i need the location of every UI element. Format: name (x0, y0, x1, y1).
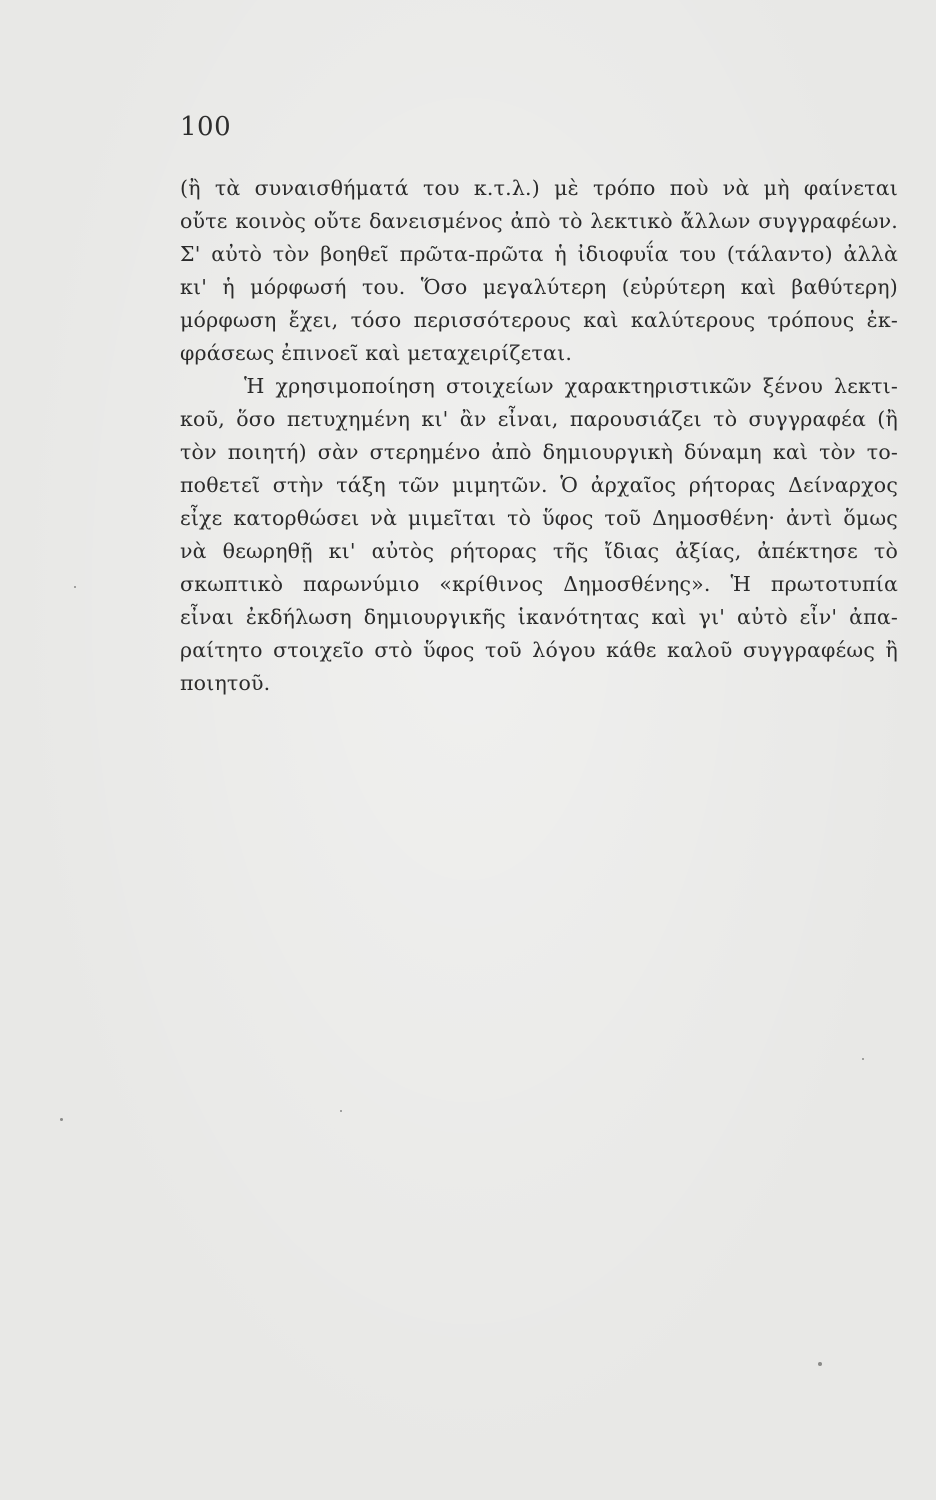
scan-speck (818, 1362, 822, 1366)
scan-speck (862, 1058, 864, 1060)
text-line: ραίτητο στοιχεῖο στὸ ὕφος τοῦ λόγου κάθε καλοῦ συγγραφέως ἢ (180, 638, 898, 662)
text-line: εἶναι ἐκδήλωση δημιουργικῆς ἱκανότητας καὶ γι' αὐτὸ εἶν' ἀπα- (180, 605, 898, 629)
text-line: εἶχε κατορθώσει νὰ μιμεῖται τὸ ὕφος τοῦ Δημοσθένη· ἀντὶ ὅμως (180, 506, 898, 530)
text-line: σκωπτικὸ παρωνύμιο «κρίθινος Δημοσθένης». Ἡ πρωτοτυπία (180, 572, 898, 596)
text-line: μόρφωση ἔχει, τόσο περισσότερους καὶ καλύτερους τρόπους ἐκ- (180, 308, 898, 332)
text-line: Ἡ χρησιμοποίηση στοιχείων χαρακτηριστικῶν ξένου λεκτι- (244, 374, 898, 398)
text-line: Σ' αὐτὸ τὸν βοηθεῖ πρῶτα-πρῶτα ἡ ἰδιοφυΐα του (τάλαντο) ἀλλὰ (180, 242, 898, 266)
text-line: οὔτε κοινὸς οὔτε δανεισμένος ἀπὸ τὸ λεκτικὸ ἄλλων συγγραφέων. (180, 209, 898, 233)
scan-speck (74, 586, 76, 588)
text-line: κι' ἡ μόρφωσή του. Ὅσο μεγαλύτερη (εὐρύτερη καὶ βαθύτερη) (180, 275, 898, 299)
text-line: τὸν ποιητή) σὰν στερημένο ἀπὸ δημιουργικὴ δύναμη καὶ τὸν το- (180, 440, 898, 464)
text-line: ποιητοῦ. (180, 671, 271, 695)
text-line: φράσεως ἐπινοεῖ καὶ μεταχειρίζεται. (180, 341, 573, 365)
body-text (180, 172, 898, 700)
text-line: ποθετεῖ στὴν τάξη τῶν μιμητῶν. Ὁ ἀρχαῖος ρήτορας Δείναρχος (180, 473, 898, 497)
scan-speck (340, 1110, 342, 1112)
text-line: κοῦ, ὅσο πετυχημένη κι' ἂν εἶναι, παρουσιάζει τὸ συγγραφέα (ἢ (180, 407, 898, 431)
text-line: (ἢ τὰ συναισθήματά του κ.τ.λ.) μὲ τρόπο ποὺ νὰ μὴ φαίνεται (180, 176, 898, 200)
scan-speck (60, 1118, 63, 1121)
text-line: νὰ θεωρηθῇ κι' αὐτὸς ρήτορας τῆς ἴδιας ἀξίας, ἀπέκτησε τὸ (180, 539, 898, 563)
page-number: 100 (180, 112, 232, 142)
